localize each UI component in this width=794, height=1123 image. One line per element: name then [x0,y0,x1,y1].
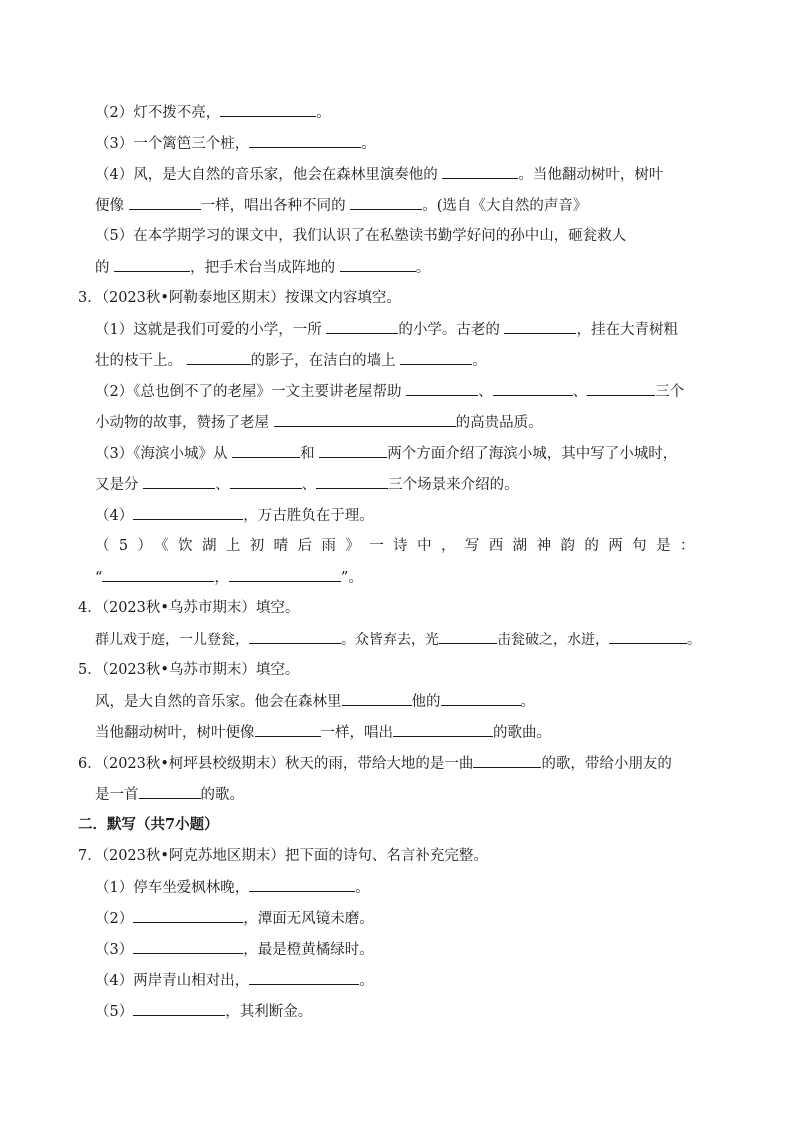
question-3-title: 3．（2023秋•阿勒泰地区期末）按课文内容填空。 [78,290,401,306]
answer-blank[interactable] [229,567,341,582]
item-3-1-cont: 壮的枝干上。 的影子，在洁白的墙上 。 [95,350,487,371]
answer-blank[interactable] [129,195,201,210]
answer-blank[interactable] [441,691,521,706]
answer-blank[interactable] [587,381,655,396]
section-2-heading: 二．默写（共7小题） [78,816,219,833]
item-3-5-cont: “ ， ”。 [95,567,363,588]
answer-blank[interactable] [139,784,201,799]
answer-blank[interactable] [230,474,302,489]
answer-blank[interactable] [493,381,573,396]
answer-blank[interactable] [319,443,387,458]
question-4-title: 4．（2023秋•乌苏市期末）填空。 [78,600,300,616]
answer-blank[interactable] [133,908,243,923]
answer-blank[interactable] [473,753,541,768]
answer-blank[interactable] [249,877,355,892]
answer-blank[interactable] [133,1001,225,1016]
item-2-5-cont: 的 ，把手术台当成阵地的 。 [95,257,430,278]
item-2-4: （4）风，是大自然的音乐家，他会在森林里演奏他的 。当他翻动树叶，树叶 [95,164,663,185]
question-5-title: 5．（2023秋•乌苏市期末）填空。 [78,662,300,678]
item-3-4: （4） ，万古胜负在于理。 [95,505,374,526]
item-7-3: （3） ，最是橙黄橘绿时。 [95,939,374,960]
item-2-3: （3）一个篱笆三个桩， 。 [95,133,376,154]
answer-blank[interactable] [400,350,472,365]
answer-blank[interactable] [274,412,456,427]
answer-blank[interactable] [114,257,190,272]
answer-blank[interactable] [143,474,215,489]
answer-blank[interactable] [342,691,412,706]
answer-blank[interactable] [350,195,422,210]
answer-blank[interactable] [340,257,416,272]
item-3-1: （1）这就是我们可爱的小学，一所 的小学。古老的 ，挂在大青树粗 [95,319,678,340]
answer-blank[interactable] [133,939,243,954]
item-5-line1: 风，是大自然的音乐家。他会在森林里 他的 。 [95,691,535,712]
answer-blank[interactable] [439,629,497,644]
item-5-line2: 当他翻动树叶，树叶便像 一样，唱出 的歌曲。 [95,722,551,743]
answer-blank[interactable] [393,722,493,737]
item-3-2: （2）《总也倒不了的老屋》一文主要讲老屋帮助 、 、 三个 [95,381,684,402]
item-7-2: （2） ，潭面无风镜未磨。 [95,908,374,929]
answer-blank[interactable] [249,133,361,148]
answer-blank[interactable] [232,443,300,458]
answer-blank[interactable] [133,505,243,520]
answer-blank[interactable] [442,164,518,179]
answer-blank[interactable] [249,970,359,985]
item-3-3-cont: 又是分 、 、 三个场景来介绍的。 [95,474,519,495]
answer-blank[interactable] [406,381,478,396]
item-2-5: （5）在本学期学习的课文中，我们认识了在私塾读书勤学好问的孙中山，砸瓮救人 [95,228,627,244]
item-3-3: （3）《海滨小城》从 和 两个方面介绍了海滨小城，其中写了小城时， [95,443,677,464]
item-4-text: 群儿戏于庭，一儿登瓮， 。众皆弃去，光 击瓮破之，水迸， 。 [95,629,701,650]
item-3-2-cont: 小动物的故事，赞扬了老屋 的高贵品质。 [95,412,543,433]
item-7-4: （4）两岸青山相对出， 。 [95,970,374,991]
item-3-5: （5）《饮湖上初晴后雨》一诗中，写西湖神韵的两句是： [95,538,704,554]
answer-blank[interactable] [187,350,251,365]
answer-blank[interactable] [316,474,388,489]
item-7-1: （1）停车坐爱枫林晚， 。 [95,877,370,898]
answer-blank[interactable] [504,319,576,334]
answer-blank[interactable] [326,319,398,334]
answer-blank[interactable] [220,102,316,117]
answer-blank[interactable] [255,722,321,737]
answer-blank[interactable] [609,629,687,644]
item-6-cont: 是一首 的歌。 [95,784,244,805]
answer-blank[interactable] [249,629,341,644]
question-6-title: 6．（2023秋•柯坪县校级期末）秋天的雨，带给大地的是一曲 的歌，带给小朋友的 [78,753,672,774]
answer-blank[interactable] [102,567,214,582]
item-2-2: （2）灯不拨不亮， 。 [95,102,331,123]
item-2-4-cont: 便像 一样，唱出各种不同的 。(选自《大自然的声音》 [95,195,587,216]
item-7-5: （5） ，其利断金。 [95,1001,312,1022]
question-7-title: 7．（2023秋•阿克苏地区期末）把下面的诗句、名言补充完整。 [78,848,488,864]
